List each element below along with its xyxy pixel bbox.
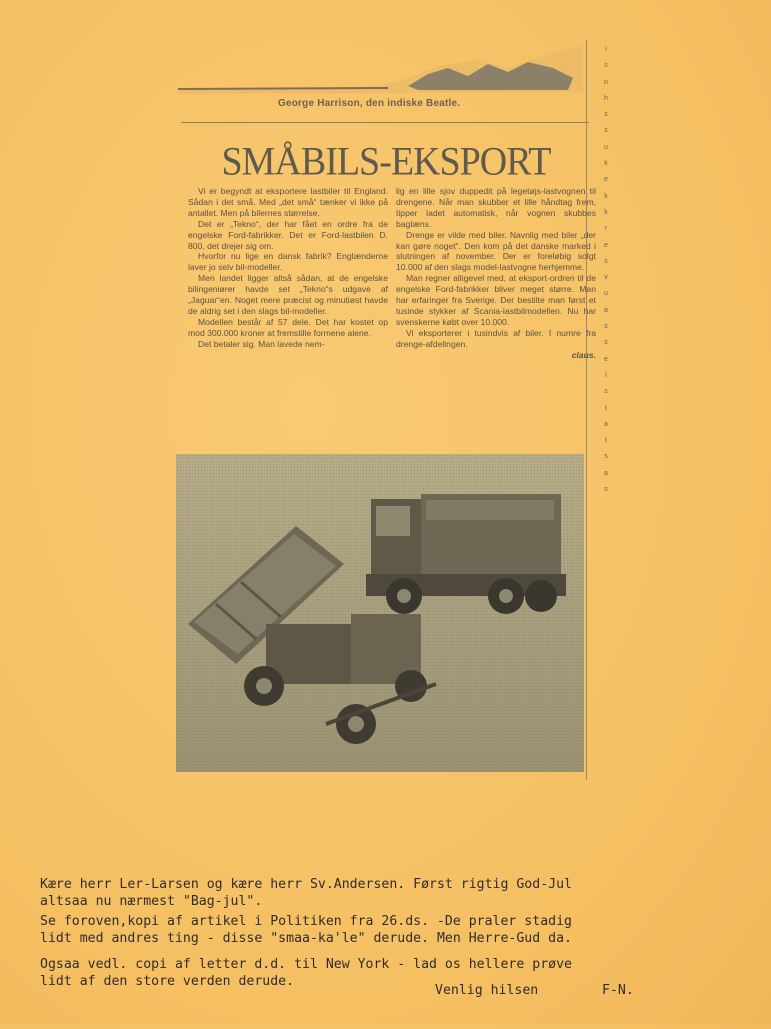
typewritten-letter (40, 876, 750, 1029)
strip-letter: k (604, 160, 608, 168)
article-paragraph: Men landet ligger altså sådan, at de engelske bilingeniører havde set „Tekno“s udgave af „Jaguar“en. Noget mere præcist og minutiøst havde de aldrig set i den slags bil-modeller. (188, 273, 388, 316)
letter-line: altsaa nu nærmest "Bag-jul". (40, 894, 263, 909)
strip-letter: l (605, 371, 607, 379)
strip-letter: h (604, 94, 608, 102)
article-paragraph: Modellen består af 57 dele. Det har kostet op mod 300.000 kroner at fremstille formene alene. (188, 316, 388, 338)
photo-caption: George Harrison, den indiske Beatle. (278, 98, 461, 109)
article-headline: SMÅBILS-EKSPORT (221, 139, 551, 185)
adjacent-column-fragment (597, 42, 615, 652)
strip-letter: u (604, 290, 608, 298)
letter-line: Ogsaa vedl. copi af letter d.d. til New York - lad os hellere prøve (40, 957, 572, 972)
article-paragraph: lig en lille sjov duppedit på legetøjs-lastvognen til drengene. Når man skubber et lille håndtag frem, tipper ladet automatisk, når vognen skubbes baglæns. (396, 186, 596, 229)
letter-line: Se foroven,kopi af artikel i Politiken fra 26.ds. -De praler stadig (40, 914, 572, 929)
strip-letter: s (604, 62, 608, 70)
strip-letter: t (605, 437, 607, 445)
strip-letter: s (604, 486, 608, 494)
strip-letter: e (604, 355, 608, 363)
strip-letter: k (604, 208, 608, 216)
article-left-column (188, 186, 388, 350)
strip-letter: s (604, 127, 608, 135)
article-paragraph: Vi er begyndt at eksportere lastbiler til England. Sådan i det små. Med „det små“ tænker vi ikke på antallet. Men på bilernes størrelse. (188, 186, 388, 218)
strip-letter: t (605, 404, 607, 412)
article-right-column (396, 186, 596, 361)
article-paragraph: Drenge er vilde med biler. Navnlig med biler „der kan gøre noget“. Den kom på det danske marked i slutningen af november. Der er foreløbig solgt 10.000 af den slags model-lastvogne herhjemme. (396, 229, 596, 273)
strip-letter: s (604, 257, 608, 265)
previous-article-photo-fragment (178, 38, 588, 98)
strip-letter: s (604, 453, 608, 461)
strip-letter: s (604, 339, 608, 347)
article-paragraph: Det er „Tekno“, der har fået en ordre fra de engelske Ford-fabrikker. Det er Ford-lastbilen D. 800, det drejer sig om. (188, 218, 388, 251)
article-byline: claus. (571, 349, 596, 360)
article-paragraph: Vi eksporterer i tusindvis af biler. I numre fra drenge-afdelingen. (396, 327, 596, 349)
strip-letter: a (604, 306, 608, 314)
strip-letter: k (604, 192, 608, 200)
letter-line: lidt med andres ting - disse "smaa-ka'le" derude. Men Herre-Gud da. (40, 931, 572, 946)
letter-line: Kære herr Ler-Larsen og kære herr Sv.Andersen. Først rigtig God-Jul (40, 877, 572, 892)
strip-letter: r (604, 225, 608, 233)
strip-letter: s (604, 323, 608, 331)
strip-letter: e (604, 241, 608, 249)
strip-letter: n (604, 78, 608, 86)
letter-signature: F-N. (602, 983, 634, 998)
strip-letter: a (604, 469, 608, 477)
article-paragraph: Hvorfor nu lige en dansk fabrik? Englænderne laver jo selv bil-modeller. (188, 251, 388, 273)
strip-letter: a (604, 420, 608, 428)
letter-line: lidt af den store verden derude. (40, 974, 295, 989)
toy-truck-photo (176, 454, 584, 772)
strip-letter: s (604, 111, 608, 119)
strip-letter: v (604, 274, 608, 282)
strip-letter: s (604, 388, 608, 396)
strip-letter: u (604, 143, 608, 151)
strip-letter: e (604, 176, 608, 184)
column-rule (181, 122, 589, 123)
strip-letter: i (605, 46, 607, 53)
article-paragraph: Man regner alligevel med, at eksport-ordren til de engelske Ford-fabrikker bliver meget større. Man har erfaringer fra Sverige. Der bestilte man først et tusinde stykker af Scania-lastbilmodellen. Nu har svenskerne købt over 10.000. (396, 273, 596, 327)
article-paragraph: Det betaler sig. Man lavede nem- (198, 338, 325, 349)
letter-closing: Venlig hilsen (435, 983, 539, 998)
